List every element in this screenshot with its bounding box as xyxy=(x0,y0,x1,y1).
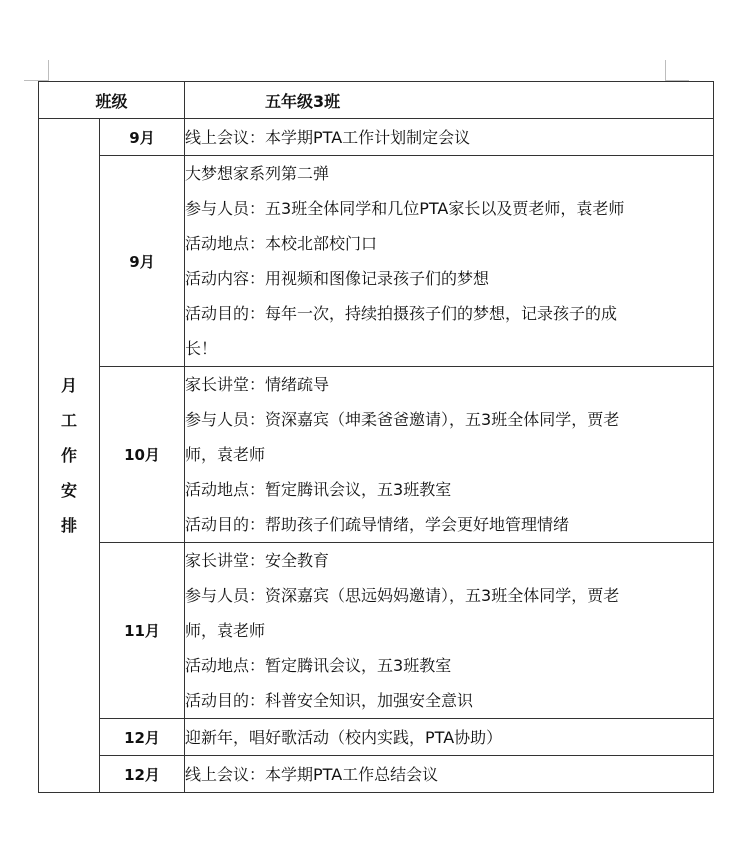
class-value-cell: 五年级3班 xyxy=(185,82,714,119)
section-label xyxy=(39,368,99,543)
detail-line: 线上会议：本学期PTA工作计划制定会议 xyxy=(185,127,471,147)
detail-cell xyxy=(185,156,714,367)
section-char: 工 xyxy=(60,411,77,430)
detail-line: 参与人员：资深嘉宾（思远妈妈邀请），五3班全体同学，贾老 xyxy=(185,586,620,605)
detail-cell xyxy=(185,543,714,719)
detail-line: 参与人员：资深嘉宾（坤柔爸爸邀请），五3班全体同学，贾老 xyxy=(185,410,620,429)
table-row xyxy=(39,156,714,367)
month-cell: 9月 xyxy=(100,156,185,367)
detail-line: 参与人员：五3班全体同学和几位PTA家长以及贾老师，袁老师 xyxy=(185,199,625,218)
section-char: 作 xyxy=(60,446,77,465)
detail-line: 大梦想家系列第二弹 xyxy=(185,164,330,183)
detail-cell xyxy=(185,367,714,543)
section-char: 安 xyxy=(60,481,77,500)
section-char: 月 xyxy=(60,376,77,395)
detail-cell xyxy=(185,119,714,156)
detail-line: 迎新年，唱好歌活动（校内实践，PTA协助） xyxy=(185,727,503,747)
detail-line: 长！ xyxy=(185,339,218,358)
monthly-plan-table xyxy=(38,81,714,793)
month-cell: 9月 xyxy=(100,119,185,156)
class-label-cell: 班级 xyxy=(39,82,185,119)
crop-mark-right xyxy=(665,60,666,82)
section-char: 排 xyxy=(60,516,77,535)
detail-cell xyxy=(185,719,714,756)
detail-line: 家长讲堂：安全教育 xyxy=(185,551,330,570)
detail-line: 活动目的：帮助孩子们疏导情绪，学会更好地管理情绪 xyxy=(185,515,570,534)
detail-line: 活动内容：用视频和图像记录孩子们的梦想 xyxy=(185,269,490,288)
table-row xyxy=(39,719,714,756)
table-row xyxy=(39,367,714,543)
detail-line: 活动地点：暂定腾讯会议，五3班教室 xyxy=(185,656,452,675)
table-row xyxy=(39,119,714,156)
detail-cell xyxy=(185,756,714,793)
section-label-cell xyxy=(39,119,100,793)
detail-line: 师，袁老师 xyxy=(185,621,266,640)
month-cell: 11月 xyxy=(100,543,185,719)
detail-line: 活动目的：科普安全知识，加强安全意识 xyxy=(185,691,474,710)
detail-line: 活动地点：本校北部校门口 xyxy=(185,234,378,253)
month-cell: 10月 xyxy=(100,367,185,543)
detail-line: 家长讲堂：情绪疏导 xyxy=(185,375,330,394)
detail-line: 师，袁老师 xyxy=(185,445,266,464)
crop-mark-left xyxy=(48,60,49,82)
month-cell: 12月 xyxy=(100,756,185,793)
detail-line: 活动目的：每年一次，持续拍摄孩子们的梦想，记录孩子的成 xyxy=(185,304,618,323)
detail-line: 线上会议：本学期PTA工作总结会议 xyxy=(185,764,439,784)
month-cell: 12月 xyxy=(100,719,185,756)
header-row xyxy=(39,82,714,119)
table-row xyxy=(39,543,714,719)
detail-line: 活动地点：暂定腾讯会议，五3班教室 xyxy=(185,480,452,499)
table-row xyxy=(39,756,714,793)
